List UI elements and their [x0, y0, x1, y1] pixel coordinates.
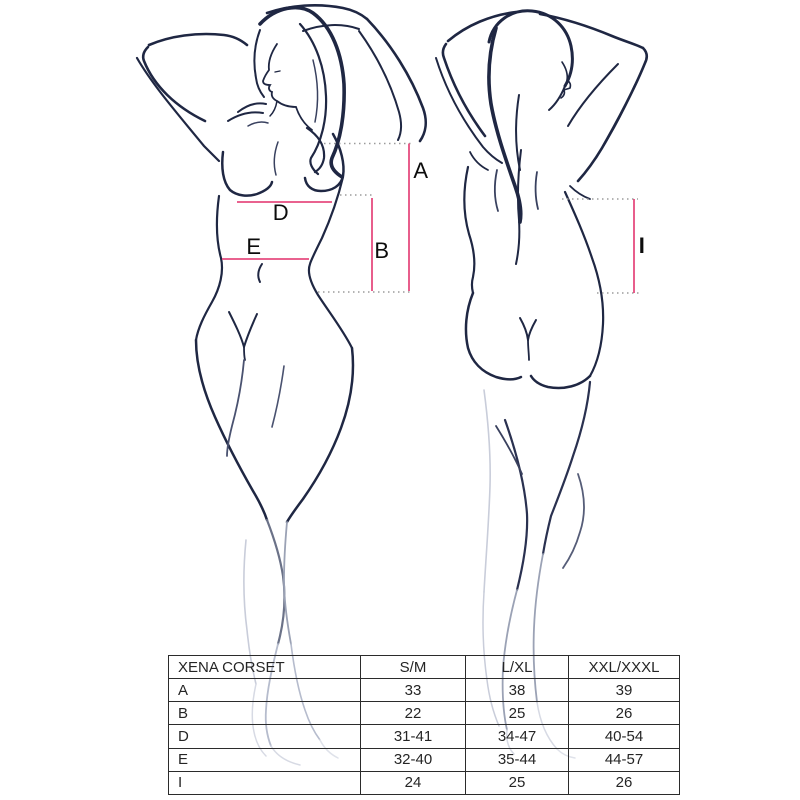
table-row	[169, 771, 680, 794]
measure-label-i: I	[638, 233, 646, 258]
cell-value: 40-54	[569, 725, 680, 748]
size-table-title: XENA CORSET	[169, 656, 361, 679]
cell-value: 38	[466, 679, 569, 702]
cell-value: 31-41	[361, 725, 466, 748]
row-label-e: E	[169, 748, 361, 771]
row-label-i: I	[169, 771, 361, 794]
cell-value: 32-40	[361, 748, 466, 771]
measure-label-d: D	[272, 200, 290, 225]
table-row	[169, 679, 680, 702]
figure-front-silhouette	[137, 5, 429, 765]
row-label-b: B	[169, 702, 361, 725]
table-row	[169, 725, 680, 748]
measure-label-b: B	[374, 238, 390, 263]
measure-label-a: A	[413, 158, 429, 183]
size-column-xxl: XXL/XXXL	[569, 656, 680, 679]
cell-value: 26	[569, 771, 680, 794]
cell-value: 25	[466, 702, 569, 725]
cell-value: 24	[361, 771, 466, 794]
cell-value: 44-57	[569, 748, 680, 771]
cell-value: 39	[569, 679, 680, 702]
row-label-d: D	[169, 725, 361, 748]
cell-value: 34-47	[466, 725, 569, 748]
cell-value: 35-44	[466, 748, 569, 771]
measure-label-e: E	[246, 234, 262, 259]
table-row	[169, 702, 680, 725]
cell-value: 25	[466, 771, 569, 794]
size-table-header-row	[169, 656, 680, 679]
size-column-lxl: L/XL	[466, 656, 569, 679]
size-column-sm: S/M	[361, 656, 466, 679]
row-label-a: A	[169, 679, 361, 702]
cell-value: 26	[569, 702, 680, 725]
cell-value: 33	[361, 679, 466, 702]
size-table	[168, 655, 680, 795]
table-row	[169, 748, 680, 771]
figure-back-silhouette	[436, 11, 647, 758]
cell-value: 22	[361, 702, 466, 725]
